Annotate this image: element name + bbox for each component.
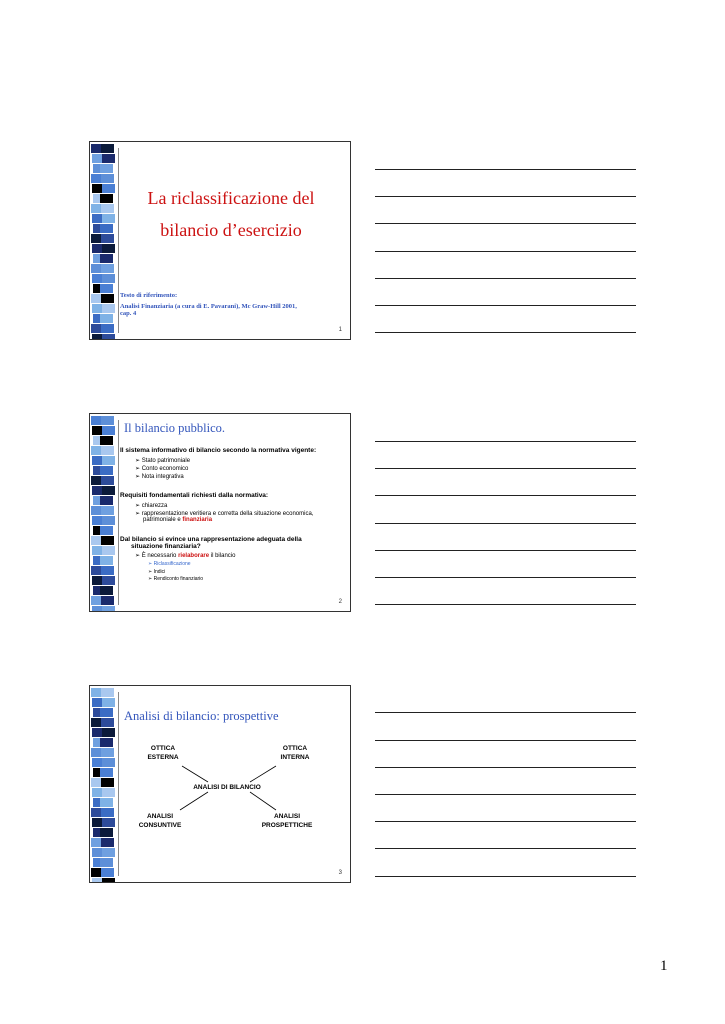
decorative-square: [102, 546, 115, 555]
decorative-square: [100, 586, 113, 595]
diagram-node-ottica-esterna: OTTICA ESTERNA: [147, 745, 179, 761]
bullet-arrow-icon: ➢: [148, 576, 153, 582]
decorative-square: [101, 596, 114, 605]
decorative-square: [101, 536, 114, 545]
decorative-square: [101, 174, 114, 183]
bullet-item: ➢ rappresentazione veritiera e corretta della situazione economica,: [135, 511, 314, 517]
section-heading: Requisiti fondamentali richiesti dalla normativa:: [120, 492, 269, 499]
note-line: [375, 251, 636, 252]
note-line: [375, 876, 636, 877]
decorative-square: [100, 466, 113, 475]
reference-line-2: cap. 4: [120, 310, 137, 317]
note-line: [375, 577, 636, 578]
reference-label: Testo di riferimento:: [120, 292, 178, 299]
decorative-square: [102, 244, 115, 253]
slide-divider: [118, 148, 119, 333]
bullet-item-continued: patrimoniale e finanziaria: [143, 517, 213, 523]
sub-bullet-item: ➢ Riclassificazione: [148, 561, 191, 567]
note-line: [375, 604, 636, 605]
decorative-square: [102, 184, 115, 193]
bullet-item: ➢ Conto economico: [135, 466, 189, 472]
note-line: [375, 169, 636, 170]
bullet-item: ➢ È necessario rielaborare il bilancio: [135, 553, 236, 559]
connector-line: [180, 792, 208, 810]
decorative-square: [102, 606, 115, 612]
decorative-square: [100, 284, 113, 293]
note-line: [375, 223, 636, 224]
decorative-square: [100, 254, 113, 263]
decorative-square: [101, 476, 114, 485]
bullet-arrow-icon: ➢: [135, 553, 141, 559]
reference-line-1: Analisi Finanziaria (a cura di E. Pavarani), Mc Graw-Hill 2001,: [120, 303, 297, 310]
bullet-item: ➢ Stato patrimoniale: [135, 458, 191, 464]
decorative-square: [100, 164, 113, 173]
note-line: [375, 196, 636, 197]
slide-title: Il bilancio pubblico.: [124, 421, 226, 435]
decorative-square: [100, 194, 113, 203]
bullet-arrow-icon: ➢: [135, 474, 141, 480]
bullet-item: ➢ Nota integrativa: [135, 474, 184, 480]
decorative-square: [101, 204, 114, 213]
decorative-square: [101, 566, 114, 575]
slide-title-line-2: bilancio d’esercizio: [160, 220, 302, 240]
note-line: [375, 305, 636, 306]
connector-line: [250, 766, 276, 782]
slide-1: [89, 141, 351, 340]
decorative-square: [101, 324, 114, 333]
decorative-square: [100, 496, 113, 505]
slide-number: 2: [338, 599, 342, 605]
note-line: [375, 468, 636, 469]
note-line: [375, 794, 636, 795]
decorative-square: [102, 274, 115, 283]
note-line: [375, 821, 636, 822]
diagram-node-analisi-prospettiche: ANALISI PROSPETTICHE: [261, 813, 313, 829]
bullet-arrow-icon: ➢: [135, 503, 141, 509]
decorative-square: [102, 214, 115, 223]
decorative-square: [102, 426, 115, 435]
slide-number: 3: [338, 870, 342, 876]
decorative-square: [102, 154, 115, 163]
note-line: [375, 848, 636, 849]
slide-number: 1: [338, 327, 342, 333]
decorative-square: [101, 294, 114, 303]
bullet-arrow-icon: ➢: [148, 561, 153, 567]
slide-2: [89, 413, 351, 612]
note-line: [375, 495, 636, 496]
section-heading: Il sistema informativo di bilancio secondo la normativa vigente:: [120, 447, 317, 454]
sub-bullet-item: ➢ Rendiconto finanziario: [148, 576, 204, 582]
decorative-square: [100, 526, 113, 535]
connector-line: [250, 792, 276, 810]
bullet-arrow-icon: ➢: [135, 466, 141, 472]
slide-3: [89, 685, 351, 883]
note-line: [375, 767, 636, 768]
bullet-arrow-icon: ➢: [135, 511, 141, 517]
diagram-node-analisi-consuntive: ANALISI CONSUNTIVE: [138, 813, 182, 829]
decorative-square: [102, 334, 115, 340]
note-line: [375, 740, 636, 741]
decorative-square: [101, 234, 114, 243]
decorative-square: [102, 304, 115, 313]
decorative-square: [102, 576, 115, 585]
decorative-square: [102, 486, 115, 495]
decorative-square: [100, 436, 113, 445]
page-number: 1: [660, 958, 668, 974]
bullet-arrow-icon: ➢: [148, 569, 153, 575]
connector-line: [182, 766, 208, 782]
decorative-square: [100, 314, 113, 323]
decorative-square: [102, 516, 115, 525]
slide-title-line-1: La riclassificazione del: [147, 188, 315, 208]
note-line: [375, 523, 636, 524]
decorative-square: [101, 446, 114, 455]
bullet-item: ➢ chiarezza: [135, 503, 168, 509]
decorative-square: [100, 556, 113, 565]
note-line: [375, 278, 636, 279]
diagram-node-analisi-di-bilancio: ANALISI DI BILANCIO: [193, 784, 261, 791]
note-line: [375, 332, 636, 333]
note-line: [375, 550, 636, 551]
bullet-arrow-icon: ➢: [135, 458, 141, 464]
sub-bullet-item: ➢ Indici: [148, 569, 166, 575]
decorative-square: [101, 144, 114, 153]
slide-title: Analisi di bilancio: prospettive: [124, 709, 279, 723]
section-heading-continued: situazione finanziaria?: [131, 543, 201, 550]
diagram-node-ottica-interna: OTTICA INTERNA: [280, 745, 310, 761]
note-line: [375, 712, 636, 713]
decorative-square: [101, 506, 114, 515]
section-heading: Dal bilancio si evince una rappresentazione adeguata della: [120, 536, 302, 543]
decorative-strip: [90, 414, 116, 611]
decorative-square: [101, 416, 114, 425]
decorative-square: [100, 224, 113, 233]
note-line: [375, 441, 636, 442]
decorative-square: [102, 456, 115, 465]
slide-divider: [118, 420, 119, 605]
decorative-strip: [90, 142, 116, 339]
decorative-square: [101, 264, 114, 273]
